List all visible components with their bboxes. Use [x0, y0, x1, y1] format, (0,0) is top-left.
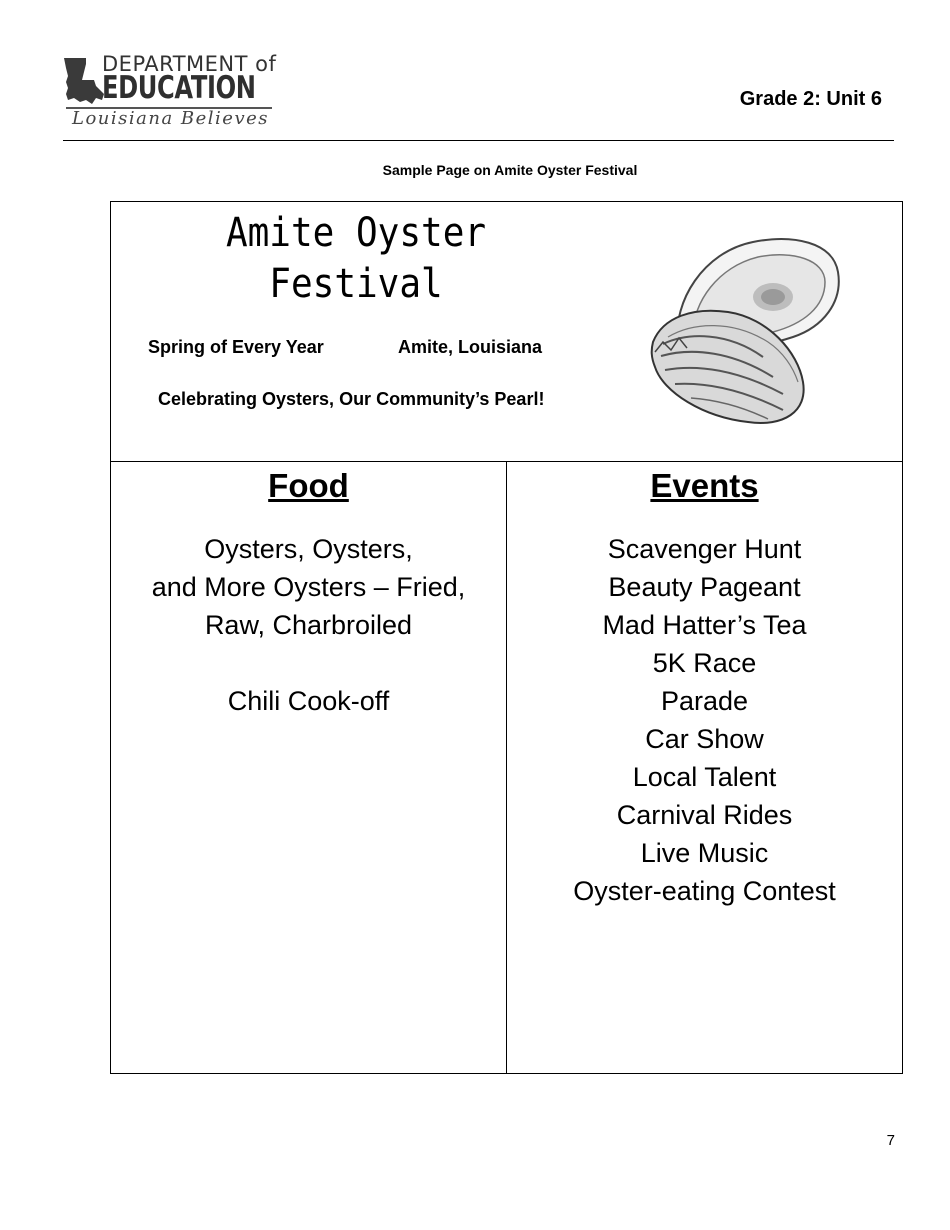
food-column [111, 462, 507, 1073]
grade-unit-label: Grade 2: Unit 6 [739, 88, 882, 110]
food-item: Chili Cook-off [227, 686, 390, 716]
event-item: Car Show [645, 724, 764, 754]
food-item: and More Oysters – Fried, [151, 572, 466, 602]
event-item: Local Talent [632, 762, 777, 792]
event-item: Mad Hatter’s Tea [602, 610, 807, 640]
event-item: Parade [660, 686, 749, 716]
header-divider [63, 140, 894, 141]
festival-tagline: Celebrating Oysters, Our Community’s Pearl! [158, 389, 545, 409]
page-subtitle: Sample Page on Amite Oyster Festival [382, 162, 638, 178]
festival-where: Amite, Louisiana [398, 337, 543, 357]
page-number: 7 [886, 1132, 895, 1149]
events-list [507, 530, 902, 910]
event-item: Live Music [640, 838, 769, 868]
louisiana-doe-logo [62, 52, 277, 132]
festival-title-line2: Festival [269, 261, 443, 307]
festival-when: Spring of Every Year [148, 337, 324, 357]
oyster-illustration [633, 232, 848, 427]
events-heading: Events [650, 467, 759, 504]
festival-title [221, 208, 491, 310]
logo-line-department: DEPARTMENT of [102, 52, 277, 76]
food-item-spacer [111, 644, 506, 682]
festival-title-line1: Amite Oyster [225, 210, 487, 256]
food-heading: Food [268, 467, 349, 504]
flyer-header-box [111, 202, 902, 462]
event-item: 5K Race [652, 648, 757, 678]
food-list [111, 530, 506, 720]
event-item: Carnival Rides [616, 800, 793, 830]
food-item: Raw, Charbroiled [204, 610, 413, 640]
event-item: Beauty Pageant [608, 572, 801, 602]
logo-line-believes: Louisiana Believes [72, 108, 270, 129]
event-item: Oyster-eating Contest [573, 876, 836, 906]
event-item: Scavenger Hunt [607, 534, 802, 564]
festival-flyer [110, 201, 903, 1074]
food-item: Oysters, Oysters, [204, 534, 413, 564]
events-column [507, 462, 902, 1073]
logo-line-education: EDUCATION [102, 70, 256, 106]
louisiana-state-icon [62, 54, 106, 106]
